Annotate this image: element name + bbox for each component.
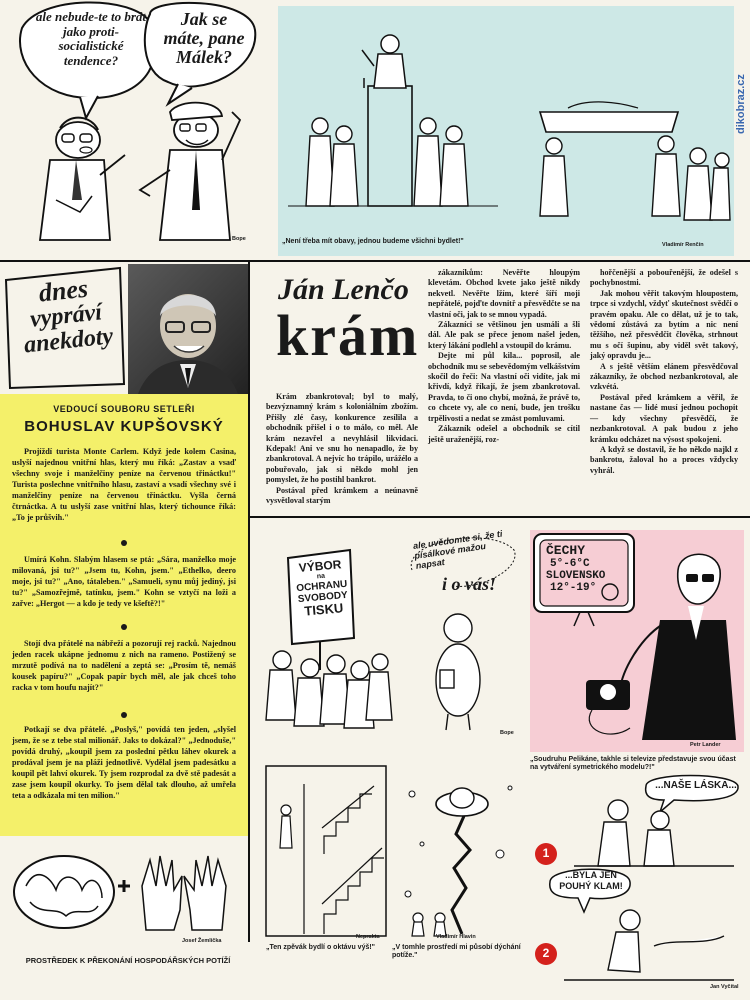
dnes-title: dnes vypráví anekdoty — [22, 273, 115, 359]
bubble-right-text: Jak se máte, pane Málek? — [163, 9, 245, 67]
love-number-2: 2 — [542, 946, 550, 960]
press-bubble-big: i o vás! — [442, 574, 496, 594]
love-number-1: 1 — [542, 846, 550, 860]
portrait-photo — [128, 264, 248, 394]
love-bubble-2: ...BYLA JEN POUHÝ KLAM! — [559, 870, 623, 891]
credit-love: Jan Vyčítal — [710, 984, 739, 990]
joke-1: Projíždí turista Monte Carlem. Když jede kolem Casina, uslyší najednou vnitřní hlas, který mu říká: „Zastav a vsaď všechny svoje i manželčiny peníze na červenou třináctku!" Turista poslechne vnitřního hlasu, zastaví a vsadí všechny své i manželčiny peníze na červenou třináctku. Vyšla černá čtrnáctka. A tu uslyší zase vnitřní hlas, který tichounce říká: „To je průšvih." — [12, 447, 236, 522]
cartoon-top-left — [0, 0, 268, 258]
tv-screen-text: ČECHY 5°-6°C SLOVENSKO 12°-19° — [546, 543, 606, 594]
story-author: Ján Lenčo — [278, 273, 409, 306]
credit-press: Bope — [500, 730, 514, 736]
caption-brain: PROSTŘEDEK K PŘEKONÁNÍ HOSPODÁŘSKÝCH POTÍŽÍ — [25, 956, 231, 965]
joke-3: Stojí dva přátelé na nábřeží a pozorují rej racků. Najednou jeden racek ukápne jednomu z nich na rameno. Postižený se mrzutě podívá na to nadělení a zeptá se: „Prosím tě, nemáš kousek papíru?" „Copak papír bych měl, ale jak chceš toho racka v tom houfu najít?" — [12, 639, 236, 692]
caption-top-right: „Není třeba mít obavy, jednou budeme všichni bydlet!" — [282, 238, 464, 245]
divider-left-vertical — [248, 262, 250, 942]
story-column-1: Krám zbankrotoval; byl to malý, bezvýznamný krám s koloniálním zbožím. Přišly zlé časy, konkurence zesílila a obchodník přišel i o to málo, co měl. Ale krám nezavřel a nevyhlásil likvidaci. Kdepak! Ani ve snu ho nenapadlo, že by zbankrotoval. A nejvíc ho trápilo, urážélo a pobuřovalo, jak si někdo mohl jen pomyslet, že ho postihl bankrot. Postával před krámkem a neúnavně vysvětloval starým — [266, 392, 418, 506]
caption-tv: „Soudruhu Pelikáne, takhle si televize představuje svou účast na vytváření symetrického modelu?!" — [530, 756, 736, 772]
divider-mid — [250, 516, 750, 518]
cartoon-top-right-drawing — [278, 6, 734, 230]
divider-top — [0, 260, 750, 262]
author-name: BOHUSLAV KUPŠOVSKÝ — [24, 418, 224, 435]
joke-2: Umírá Kohn. Slabým hlasem se ptá: „Sára, manželko moje milovaná, jsi tu?" „Jsem tu, Kohn, jsem." „Ethelko, deero moje, jsi tu?" „Ano, tátaleben." „Samueli, synu můj jediný, jsi tu?" „Samozřejmě, tatínku, jsem." Kohn se vztyčí na loži a zařve: „Hergot — a kdo je tedy ve kšeftě?!" — [12, 555, 236, 608]
credit-top-right: Vladimír Renčín — [662, 242, 704, 248]
author-role: VEDOUCÍ SOUBORU SETLEŘI — [53, 404, 195, 414]
cartoon-press-committee — [252, 520, 524, 742]
credit-space: Vladimír Hlavin — [436, 934, 476, 940]
story-column-3: hořčenější a pobouřenější, že odešel s pochybnostmi. Jak mohou věřit takovým hloupostem, trpce si vzdychl, vždyť skutečnost svědčí o pravém opaku. Ale co dělat, už je to tak, vědomí zůstává za bytím a nic není těžšího, než přesvědčit člověka, strhnout mu s očí šupinu, aby viděl svět takový, jaký opravdu je... A s ještě větším elánem přesvědčoval zákazníky, že obchod nezbankrotoval, ale vzkvétá. Postával před krámkem a věřil, že nastane čas — lidé musí jednou pochopit — kdy všechny přesvědčí, že nezbankrotoval. A pak budou z jeho krámku odcházet na výsost spokojeni. A když se dostavil, že ho někdo najkl z bankrotu, žaloval ho a proces vždycky vyhrál. — [590, 268, 738, 475]
brain-drawing — [6, 846, 246, 946]
cartoon-tv — [530, 530, 744, 752]
cartoon-brain — [6, 846, 246, 946]
stairs-drawing — [264, 764, 388, 940]
dnes-box — [0, 264, 248, 394]
cartoon-love — [534, 770, 744, 992]
jokes-column — [0, 394, 248, 836]
joke-separator — [121, 540, 127, 546]
space-drawing — [392, 764, 530, 940]
cartoon-stairs — [264, 764, 388, 940]
story-title-block — [254, 268, 434, 380]
joke-4: Potkají se dva přátelé. „Poslyš," povídá ten jeden, „slyšel jsem, že se z tebe stal milionář. Jaks to dokázal?" „Jednoduše," povídá druhý, „koupil jsem za poslední pětku láhev okurek a prodával jsem je na pláži jednotlivě. Vydělal jsem padesátku a koupil pět lahví okurek. Ty jsem rozprodal za dvě stě padesát a zase jsem koupil okurky. To jsem dělal tak dlouho, až umřela teta a odkázala mi ten milion." — [12, 725, 236, 800]
press-bubble: ale uvědomte si, že ti písálkové mažou napsat — [412, 528, 503, 571]
story-column-2: zákazníkům: Nevěřte hloupým klevetám. Obchod kvete jako ještě nikdy nekvetl. Nevěřte lžím, které šíří moji nepřátelé, pojďte dovnitř a přesvědčte se na vlastní oči, jak to se mnou vypadá. Zákazníci se většinou jen usmáli a šli dál. Ale pak se přece jenom našel jeden, který lákání podlehl a vstoupil do krámu. Dejte mi půl kila... poprosil, ale obchodník mu se sebevědomým velkášstvím skočil do řeči: Na vlastní oči vidíte, jak mi křivdí, když říkají, že jsem zbankrotoval. Pravda, to či ono chybí, možná, že právě to, co chcete vy, ale co není, bude, jen trošku trpělivosti a nedat se zmást pomluvami. Zákazník odešel a obchodník se cítil ještě uraženější, roz- — [428, 268, 580, 444]
credit-brain: Josef Žemlička — [182, 938, 222, 944]
love-bubble-1: ...NAŠE LÁSKA... — [655, 780, 737, 791]
credit-stairs: Neprakta — [356, 934, 380, 940]
cartoon-space — [392, 764, 530, 940]
story-title: krám — [276, 303, 420, 368]
joke-separator — [121, 624, 127, 630]
press-sign: VÝBOR na OCHRANU SVOBODY TISKU — [295, 557, 349, 619]
watermark: dikobraz.cz — [735, 74, 747, 134]
cartoon-top-right — [278, 6, 734, 256]
bubble-left-text: ale nebude-te to brát jako proti-socialistické tendence? — [35, 9, 147, 68]
caption-space: „V tomhle prostředí mi působí dýchání potíže." — [392, 944, 521, 960]
credit-tv: Petr Lander — [690, 742, 721, 748]
credit-top-left: Bope — [232, 236, 246, 242]
caption-stairs: „Ten zpěvák bydlí o oktávu výš!" — [266, 944, 375, 951]
joke-separator — [121, 712, 127, 718]
